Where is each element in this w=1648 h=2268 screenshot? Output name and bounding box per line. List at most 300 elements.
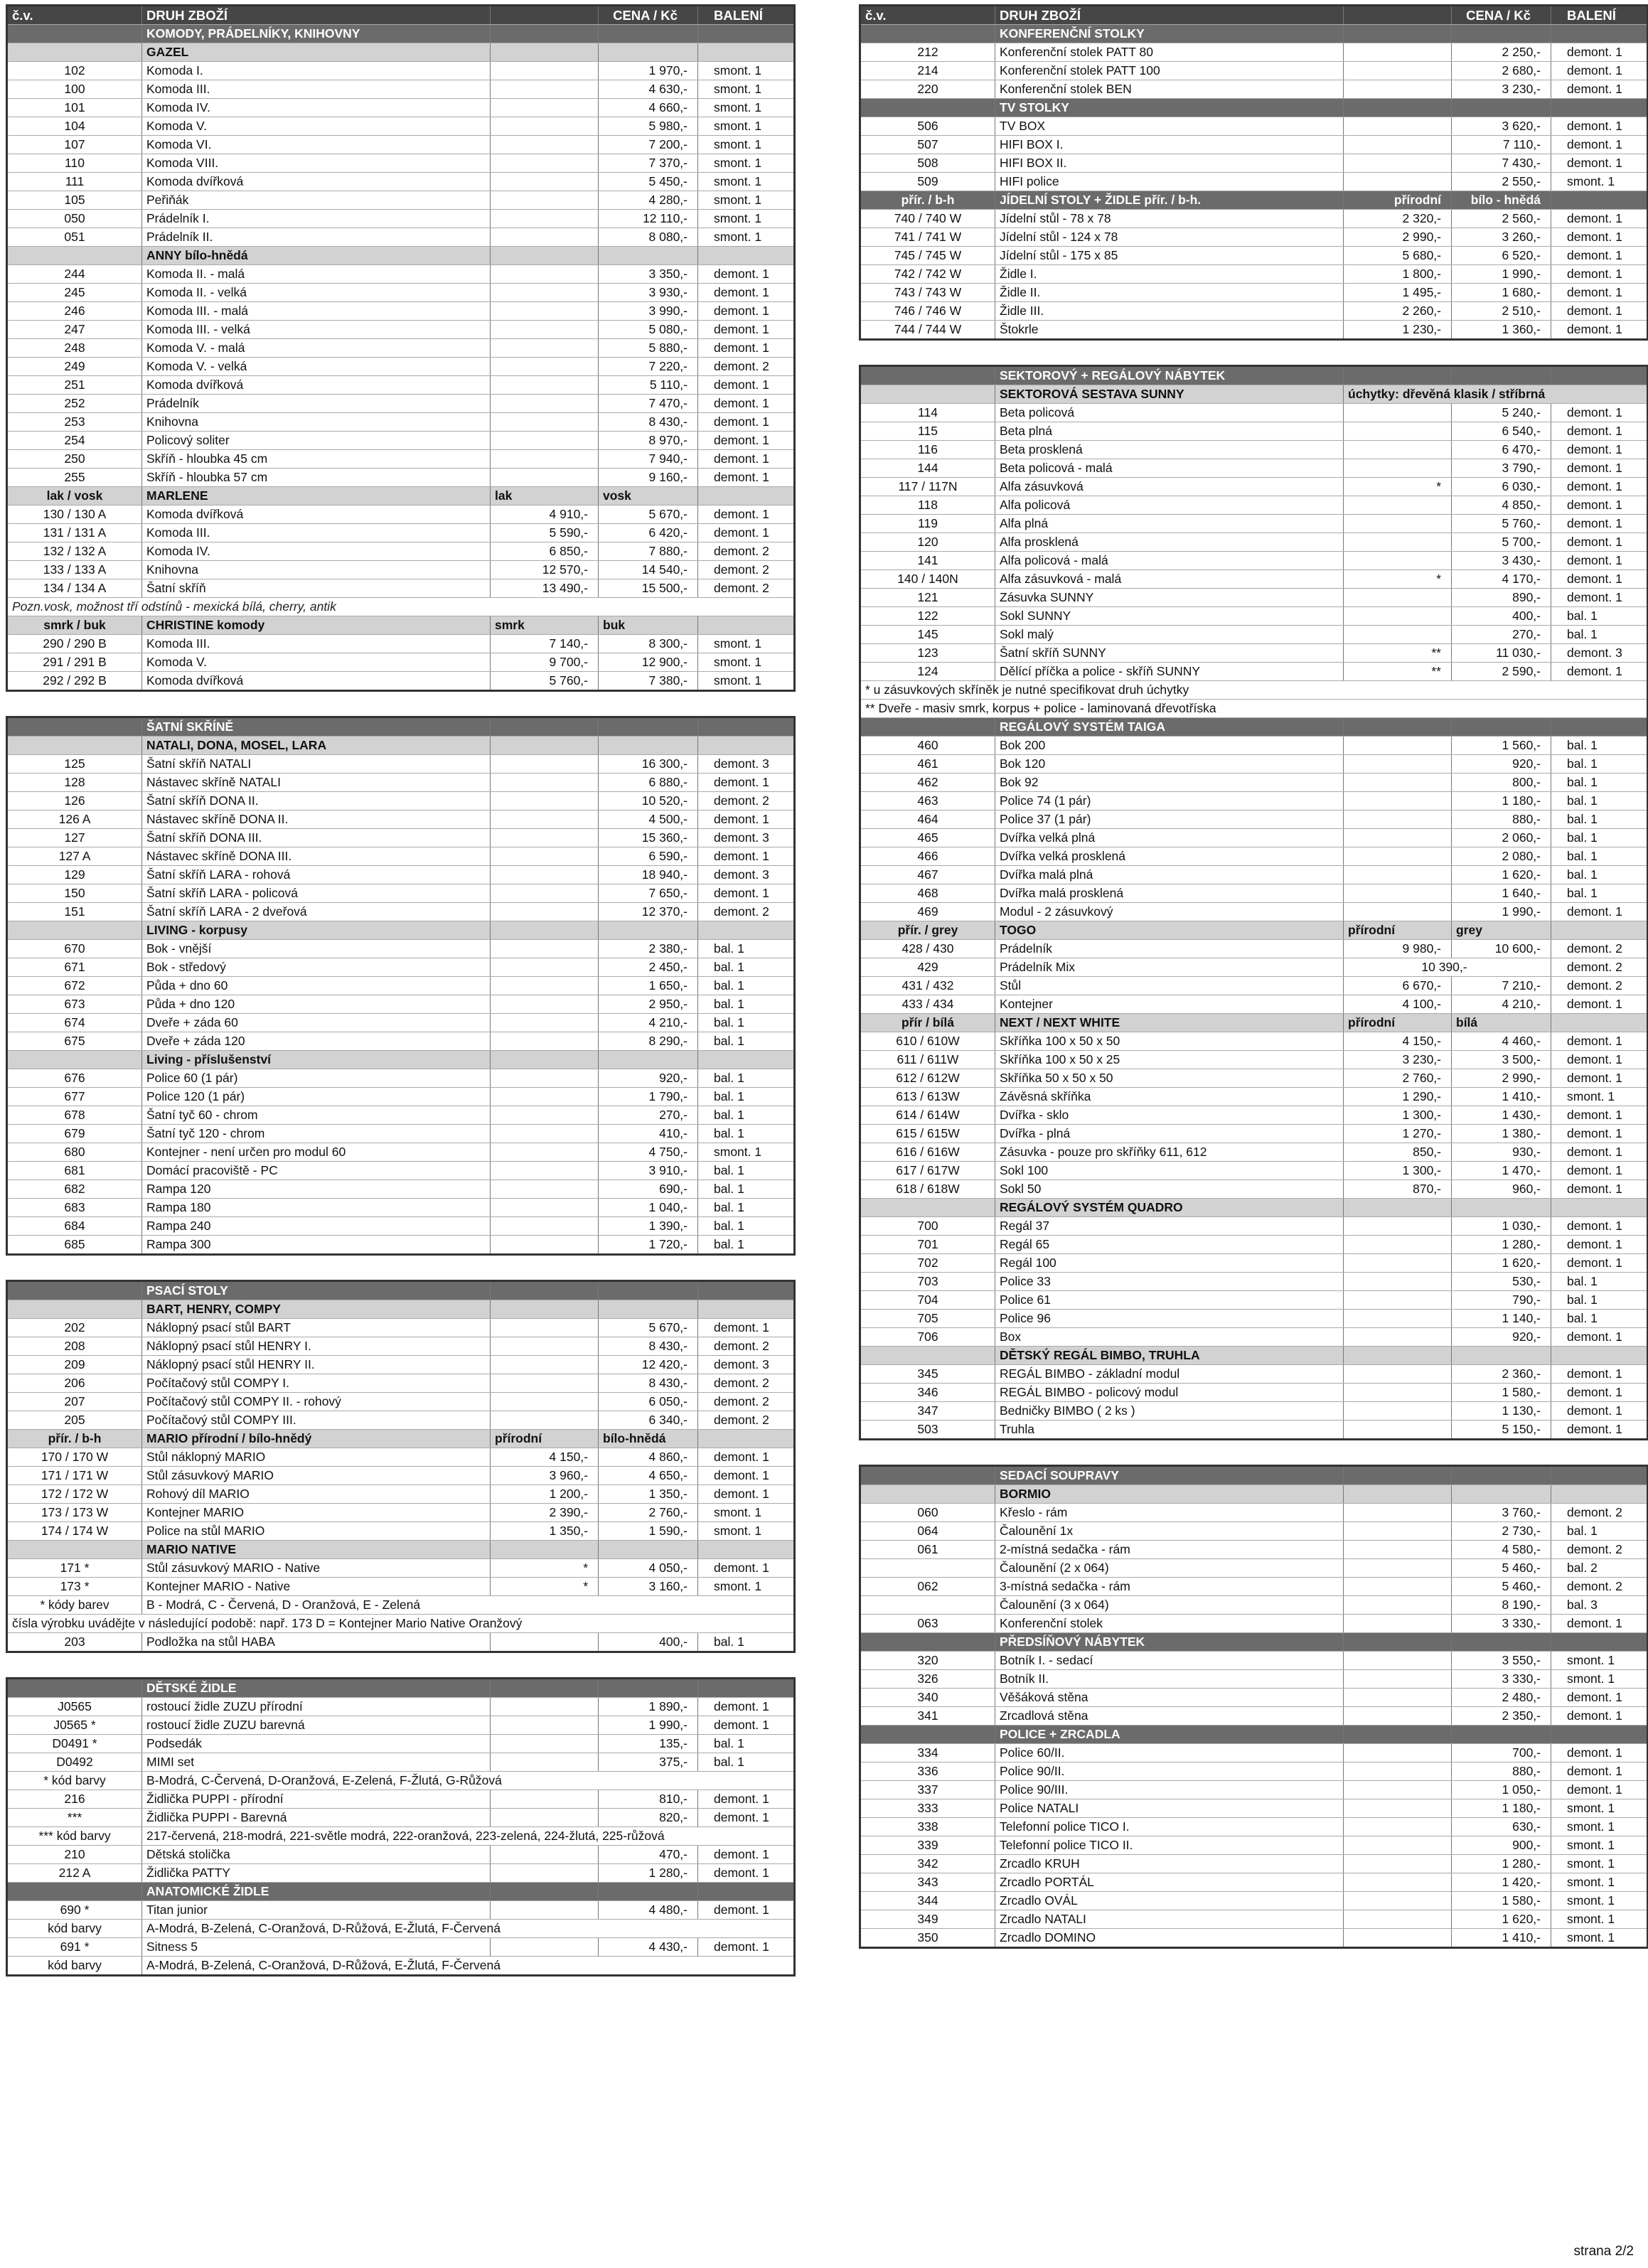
- table-row: [7, 1337, 795, 1356]
- cell: 7 140,-: [491, 635, 599, 653]
- table-row: [860, 1106, 1648, 1125]
- table-row: [860, 1596, 1648, 1615]
- cell: MARLENE: [142, 487, 491, 506]
- cell: 050: [7, 210, 142, 228]
- cell: 6 670,-: [1344, 977, 1452, 995]
- cell: bal. 1: [1551, 1273, 1648, 1291]
- cell: Náklopný psací stůl BART: [142, 1319, 491, 1337]
- cell: [1344, 1615, 1452, 1633]
- price-table: [6, 716, 796, 1256]
- cell: [860, 366, 995, 385]
- cell: Police 90/III.: [995, 1781, 1344, 1799]
- table-row: [860, 1818, 1648, 1836]
- cell: bal. 1: [698, 1069, 795, 1088]
- cell: přírodní: [491, 1430, 599, 1448]
- cell: bal. 1: [1551, 626, 1648, 644]
- cell: Židlička PATTY: [142, 1864, 491, 1883]
- cell: 7 940,-: [599, 450, 698, 469]
- cell: Telefonní police TICO I.: [995, 1818, 1344, 1836]
- cell: [860, 1726, 995, 1744]
- cell: 1 410,-: [1452, 1929, 1551, 1948]
- cell: [7, 43, 142, 62]
- cell: 410,-: [599, 1125, 698, 1143]
- cell: 1 050,-: [1452, 1781, 1551, 1799]
- cell: DĚTSKÝ REGÁL BIMBO, TRUHLA: [995, 1347, 1344, 1365]
- cell: Čalounění 1x: [995, 1522, 1344, 1541]
- cell: [1344, 1347, 1452, 1365]
- table-row: [7, 1559, 795, 1578]
- cell: [491, 1014, 599, 1032]
- cell: [1344, 515, 1452, 533]
- table-row: [7, 1217, 795, 1236]
- cell: [7, 25, 142, 43]
- cell: BART, HENRY, COMPY: [142, 1300, 491, 1319]
- cell: smont. 1: [698, 1578, 795, 1596]
- cell: 220: [860, 80, 995, 99]
- cell: 7 470,-: [599, 395, 698, 413]
- cell: 1 990,-: [1452, 903, 1551, 921]
- cell: demont. 1: [1551, 1125, 1648, 1143]
- cell: bal. 1: [698, 1125, 795, 1143]
- cell: Telefonní police TICO II.: [995, 1836, 1344, 1855]
- cell: [1344, 847, 1452, 866]
- cell: demont. 1: [1551, 1781, 1648, 1799]
- section-header: [860, 1633, 1648, 1652]
- cell: *** kód barvy: [7, 1827, 142, 1846]
- cell: 5 670,-: [599, 1319, 698, 1337]
- table-row: [860, 210, 1648, 228]
- cell: demont. 1: [1551, 1180, 1648, 1199]
- cell: [491, 1938, 599, 1957]
- cell: demont. 2: [1551, 940, 1648, 958]
- cell: 672: [7, 977, 142, 995]
- table-row: [7, 940, 795, 958]
- cell: 6 050,-: [599, 1393, 698, 1411]
- table-row: [860, 681, 1648, 700]
- cell: 12 570,-: [491, 561, 599, 579]
- cell: 615 / 615W: [860, 1125, 995, 1143]
- cell: [1344, 1836, 1452, 1855]
- cell: KOMODY, PRÁDELNÍKY, KNIHOVNY: [142, 25, 491, 43]
- cell: 8 430,-: [599, 1337, 698, 1356]
- cell: smont. 1: [698, 62, 795, 80]
- cell: 2 260,-: [1344, 302, 1452, 321]
- cell: 8 430,-: [599, 1374, 698, 1393]
- cell: [599, 43, 698, 62]
- cell: [1344, 1652, 1452, 1670]
- cell: 111: [7, 173, 142, 191]
- cell: Regál 37: [995, 1217, 1344, 1236]
- cell: demont. 1: [1551, 1384, 1648, 1402]
- cell: [1551, 1347, 1648, 1365]
- cell: J0565: [7, 1698, 142, 1716]
- cell: [1344, 99, 1452, 117]
- cell: 4 150,-: [491, 1448, 599, 1467]
- cell: Box: [995, 1328, 1344, 1347]
- cell: [860, 1199, 995, 1217]
- cell: 703: [860, 1273, 995, 1291]
- cell: [1452, 718, 1551, 737]
- table-row: [7, 376, 795, 395]
- cell: Alfa zásuvková - malá: [995, 570, 1344, 589]
- cell: 700: [860, 1217, 995, 1236]
- cell: Dvířka velká plná: [995, 829, 1344, 847]
- cell: [491, 921, 599, 940]
- cell: 4 100,-: [1344, 995, 1452, 1014]
- cell: [491, 995, 599, 1014]
- table-row: [860, 1180, 1648, 1199]
- cell: demont. 1: [698, 395, 795, 413]
- cell: bal. 1: [1551, 811, 1648, 829]
- cell: Čalounění (3 x 064): [995, 1596, 1344, 1615]
- cell: BALENÍ: [1551, 6, 1648, 25]
- cell: 630,-: [1452, 1818, 1551, 1836]
- cell: [1344, 1892, 1452, 1910]
- table-row: [860, 866, 1648, 884]
- cell: demont. 1: [1551, 136, 1648, 154]
- cell: [1344, 1384, 1452, 1402]
- cell: 2 950,-: [599, 995, 698, 1014]
- cell: Konferenční stolek BEN: [995, 80, 1344, 99]
- cell: [1551, 1633, 1648, 1652]
- cell: [599, 1541, 698, 1559]
- table-row: [7, 1374, 795, 1393]
- cell: POLICE + ZRCADLA: [995, 1726, 1344, 1744]
- cell: Půda + dno 120: [142, 995, 491, 1014]
- cell: [1344, 1818, 1452, 1836]
- cell: smont. 1: [698, 191, 795, 210]
- cell: [491, 774, 599, 792]
- cell: smont. 1: [698, 154, 795, 173]
- cell: 2 560,-: [1452, 210, 1551, 228]
- cell: bal. 1: [698, 1753, 795, 1772]
- cell: 1 280,-: [1452, 1236, 1551, 1254]
- cell: bal. 1: [1551, 607, 1648, 626]
- cell: [491, 755, 599, 774]
- table-row: [7, 506, 795, 524]
- cell: 675: [7, 1032, 142, 1051]
- cell: bal. 1: [698, 1217, 795, 1236]
- table-row: [860, 829, 1648, 847]
- table-row: [860, 1910, 1648, 1929]
- cell: [491, 358, 599, 376]
- cell: 2 250,-: [1452, 43, 1551, 62]
- cell: 8 430,-: [599, 413, 698, 432]
- cell: 326: [860, 1670, 995, 1689]
- cell: [860, 718, 995, 737]
- table-row: [7, 1698, 795, 1716]
- cell: Police 120 (1 pár): [142, 1088, 491, 1106]
- table-row: [7, 1236, 795, 1255]
- cell: smont. 1: [1551, 1818, 1648, 1836]
- cell: demont. 1: [1551, 1106, 1648, 1125]
- cell: Alfa zásuvková: [995, 478, 1344, 496]
- cell: Zrcadlo OVÁL: [995, 1892, 1344, 1910]
- cell: 3 760,-: [1452, 1504, 1551, 1522]
- cell: 7 380,-: [599, 672, 698, 691]
- cell: 460: [860, 737, 995, 755]
- table-row: [860, 302, 1648, 321]
- cell: [1344, 25, 1452, 43]
- cell: DĚTSKÉ ŽIDLE: [142, 1679, 491, 1698]
- cell: kód barvy: [7, 1920, 142, 1938]
- cell: 247: [7, 321, 142, 339]
- cell: 1 130,-: [1452, 1402, 1551, 1421]
- cell: 433 / 434: [860, 995, 995, 1014]
- cell: bal. 1: [1551, 884, 1648, 903]
- cell: Šatní skříň DONA III.: [142, 829, 491, 847]
- cell: [698, 1679, 795, 1698]
- cell: 216: [7, 1790, 142, 1809]
- cell: bal. 1: [1551, 774, 1648, 792]
- table-row: [860, 1744, 1648, 1762]
- cell: * kód barvy: [7, 1772, 142, 1790]
- cell: MARIO přírodní / bílo-hnědý: [142, 1430, 491, 1448]
- cell: [1344, 136, 1452, 154]
- cell: 346: [860, 1384, 995, 1402]
- cell: 333: [860, 1799, 995, 1818]
- cell: demont. 1: [698, 1467, 795, 1485]
- cell: 114: [860, 404, 995, 422]
- cell: 246: [7, 302, 142, 321]
- cell: [1452, 366, 1551, 385]
- table-row: [860, 1421, 1648, 1440]
- cell: 466: [860, 847, 995, 866]
- table-row: [860, 1707, 1648, 1726]
- cell: Sokl SUNNY: [995, 607, 1344, 626]
- cell: 245: [7, 284, 142, 302]
- cell: [1344, 607, 1452, 626]
- table-row: [860, 940, 1648, 958]
- table-row: [7, 1356, 795, 1374]
- cell: 920,-: [1452, 755, 1551, 774]
- cell: 347: [860, 1402, 995, 1421]
- cell: Zrcadlová stěna: [995, 1707, 1344, 1726]
- cell: 203: [7, 1633, 142, 1652]
- cell: [1344, 117, 1452, 136]
- cell: [1551, 366, 1648, 385]
- cell: bal. 1: [1551, 1291, 1648, 1310]
- cell: 207: [7, 1393, 142, 1411]
- cell: bal. 1: [698, 1088, 795, 1106]
- cell: ANATOMICKÉ ŽIDLE: [142, 1883, 491, 1901]
- cell: 7 430,-: [1452, 154, 1551, 173]
- cell: [1344, 80, 1452, 99]
- cell: MARIO NATIVE: [142, 1541, 491, 1559]
- cell: smrk / buk: [7, 616, 142, 635]
- cell: rostoucí židle ZUZU přírodní: [142, 1698, 491, 1716]
- cell: [491, 154, 599, 173]
- cell: smont. 1: [698, 1143, 795, 1162]
- cell: přírodní: [1344, 1014, 1452, 1032]
- cell: [491, 811, 599, 829]
- cell: demont. 1: [1551, 1051, 1648, 1069]
- cell: [491, 1883, 599, 1901]
- cell: 101: [7, 99, 142, 117]
- table-row: [7, 62, 795, 80]
- subsection-header: [7, 737, 795, 755]
- cell: 1 620,-: [1452, 1254, 1551, 1273]
- section-header: [860, 1466, 1648, 1485]
- cell: 5 680,-: [1344, 247, 1452, 265]
- cell: Zásuvka - pouze pro skříňky 611, 612: [995, 1143, 1344, 1162]
- table-row: [860, 228, 1648, 247]
- cell: 208: [7, 1337, 142, 1356]
- cell: [698, 717, 795, 737]
- table-row: [7, 1864, 795, 1883]
- cell: SEDACÍ SOUPRAVY: [995, 1466, 1344, 1485]
- cell: [1344, 441, 1452, 459]
- cell: 244: [7, 265, 142, 284]
- cell: demont. 3: [698, 866, 795, 884]
- cell: 212 A: [7, 1864, 142, 1883]
- cell: lak / vosk: [7, 487, 142, 506]
- cell: bal. 1: [698, 1236, 795, 1255]
- cell: [1452, 1726, 1551, 1744]
- table-row: [860, 700, 1648, 718]
- cell: demont. 1: [698, 1901, 795, 1920]
- subsection-header: [7, 43, 795, 62]
- cell: smont. 1: [1551, 1855, 1648, 1873]
- table-row: [7, 672, 795, 691]
- cell: Alfa prosklená: [995, 533, 1344, 552]
- table-row: [7, 635, 795, 653]
- cell: 212: [860, 43, 995, 62]
- cell: demont. 2: [698, 358, 795, 376]
- table-row: [7, 884, 795, 903]
- cell: 673: [7, 995, 142, 1014]
- cell: demont. 2: [1551, 1578, 1648, 1596]
- cell: Rampa 300: [142, 1236, 491, 1255]
- cell: 618 / 618W: [860, 1180, 995, 1199]
- cell: demont. 1: [1551, 478, 1648, 496]
- table-row: [860, 441, 1648, 459]
- cell: demont. 1: [1551, 302, 1648, 321]
- cell: 375,-: [599, 1753, 698, 1772]
- cell: 746 / 746 W: [860, 302, 995, 321]
- cell: 5 460,-: [1452, 1559, 1551, 1578]
- cell: demont. 2: [698, 542, 795, 561]
- section-header: [7, 25, 795, 43]
- cell: [860, 25, 995, 43]
- cell: 1 580,-: [1452, 1892, 1551, 1910]
- cell: 206: [7, 1374, 142, 1393]
- cell: Prádelník: [142, 395, 491, 413]
- cell: [1344, 496, 1452, 515]
- cell: 6 030,-: [1452, 478, 1551, 496]
- cell: [491, 1300, 599, 1319]
- cell: 210: [7, 1846, 142, 1864]
- cell: Skříňka 100 x 50 x 50: [995, 1032, 1344, 1051]
- table-row: [860, 478, 1648, 496]
- cell: HIFI BOX I.: [995, 136, 1344, 154]
- cell: 820,-: [599, 1809, 698, 1827]
- table-row: [7, 903, 795, 921]
- cell: demont. 1: [698, 321, 795, 339]
- cell: [1344, 1799, 1452, 1818]
- cell: demont. 1: [698, 1716, 795, 1735]
- cell: demont. 1: [698, 339, 795, 358]
- cell: [491, 1281, 599, 1300]
- cell: Domácí pracoviště - PC: [142, 1162, 491, 1180]
- cell: 1 180,-: [1452, 792, 1551, 811]
- cell: [7, 717, 142, 737]
- cell: [599, 1281, 698, 1300]
- cell: demont. 1: [698, 1559, 795, 1578]
- cell: Police 60 (1 pár): [142, 1069, 491, 1088]
- cell: [7, 1300, 142, 1319]
- cell: [1344, 1633, 1452, 1652]
- table-row: [7, 811, 795, 829]
- cell: 3 350,-: [599, 265, 698, 284]
- cell: Šatní tyč 60 - chrom: [142, 1106, 491, 1125]
- cell: 616 / 616W: [860, 1143, 995, 1162]
- cell: bílo-hnědá: [599, 1430, 698, 1448]
- cell: 7 200,-: [599, 136, 698, 154]
- cell: 740 / 740 W: [860, 210, 995, 228]
- cell: 172 / 172 W: [7, 1485, 142, 1504]
- cell: 145: [860, 626, 995, 644]
- cell: [860, 1466, 995, 1485]
- table-row: [860, 884, 1648, 903]
- table-row: [860, 1781, 1648, 1799]
- cell: Alfa policová: [995, 496, 1344, 515]
- cell: Konferenční stolek PATT 80: [995, 43, 1344, 62]
- cell: 110: [7, 154, 142, 173]
- cell: SEKTOROVÝ + REGÁLOVÝ NÁBYTEK: [995, 366, 1344, 385]
- table-row: [860, 1559, 1648, 1578]
- cell: 4 480,-: [599, 1901, 698, 1920]
- cell: Stůl zásuvkový MARIO: [142, 1467, 491, 1485]
- price-table: [859, 1465, 1648, 1949]
- cell: 678: [7, 1106, 142, 1125]
- cell: demont. 1: [1551, 1707, 1648, 1726]
- table-row: [7, 1846, 795, 1864]
- cell: Dveře + záda 60: [142, 1014, 491, 1032]
- cell: MIMI set: [142, 1753, 491, 1772]
- cell: REGÁLOVÝ SYSTÉM QUADRO: [995, 1199, 1344, 1217]
- cell: [1551, 1726, 1648, 1744]
- cell: 100: [7, 80, 142, 99]
- cell: lak: [491, 487, 599, 506]
- cell: Náklopný psací stůl HENRY I.: [142, 1337, 491, 1356]
- table-row: [860, 1088, 1648, 1106]
- cell: smont. 1: [1551, 1892, 1648, 1910]
- cell: 3 990,-: [599, 302, 698, 321]
- cell: 134 / 134 A: [7, 579, 142, 598]
- table-row: [7, 210, 795, 228]
- cell: 800,-: [1452, 774, 1551, 792]
- cell: Šatní skříň LARA - rohová: [142, 866, 491, 884]
- cell: Bok - vnější: [142, 940, 491, 958]
- cell: demont. 1: [698, 884, 795, 903]
- cell: [1344, 1762, 1452, 1781]
- cell: [1344, 459, 1452, 478]
- cell: demont. 1: [1551, 903, 1648, 921]
- cell: GAZEL: [142, 43, 491, 62]
- cell: [860, 1347, 995, 1365]
- cell: [1551, 1014, 1648, 1032]
- cell: [860, 1633, 995, 1652]
- cell: Skříňka 50 x 50 x 50: [995, 1069, 1344, 1088]
- cell: [491, 958, 599, 977]
- cell: demont. 1: [698, 1938, 795, 1957]
- cell: demont. 1: [1551, 265, 1648, 284]
- table-row: [7, 1920, 795, 1938]
- cell: 6 470,-: [1452, 441, 1551, 459]
- table-row: [7, 1106, 795, 1125]
- cell: Zrcadlo NATALI: [995, 1910, 1344, 1929]
